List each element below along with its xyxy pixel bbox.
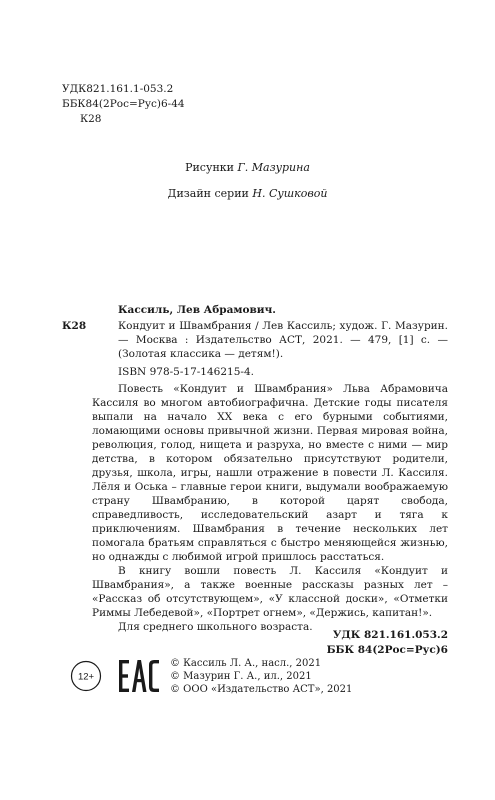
annotation-paragraph-2: В книгу вошли повесть Л. Кассиля «Кондуит и Швамбрания», а также военные рассказы разных лет – «Рассказ об отсутствующем», «У классной доски», «Отметки Риммы Лебедевой», «Портрет огнем», «Держись, капитан!».	[92, 565, 448, 619]
copyright-line: © ООО «Издательство АСТ», 2021	[170, 684, 353, 695]
annotation-block	[92, 382, 448, 634]
credits-illustrations	[0, 161, 495, 175]
classification-bbk: ББК 84(2Рос=Рус)6	[326, 644, 448, 656]
annotation-paragraph-3: Для среднего школьного возраста.	[118, 621, 313, 633]
bib-description: Кондуит и Швамбрания / Лев Кассиль; худож. Г. Мазурин. — Москва : Издательство АСТ, 2021. — 479, [1] с. — (Золотая классика — детям!).	[118, 320, 448, 360]
bib-index: К28	[62, 320, 87, 332]
copyright-line: © Кассиль Л. А., насл., 2021	[170, 658, 322, 669]
author-heading: Кассиль, Лев Абрамович.	[118, 304, 276, 316]
catalog-udk: УДК821.161.1-053.2	[62, 83, 174, 95]
annotation-paragraph-1: Повесть «Кондуит и Швамбрания» Льва Абрамовича Кассиля во многом автобиографична. Детские годы писателя выпали на начало XX века с его бурными событиями, ломающими основы привычной жизни. Первая мировая война, революция, голод, нищета и разруха, но вместе с ними — мир детства, в котором обязательно присутствуют родители, друзья, школа, игры, нашли отражение в повести Л. Кассиля. Лёля и Оська – главные герои книги, выдумали воображаемую страну Швамбранию, в которой царят свобода, справедливость, исследовательский азарт и тяга к приключениям. Швамбрания в течение нескольких лет помогала братьям справляться с быстро меняющейся жизнью, но однажды с любимой игрой пришлось расстаться.	[92, 383, 448, 563]
designer-name: Н. Сушковой	[252, 187, 328, 200]
classification-udk: УДК 821.161.053.2	[332, 629, 448, 641]
design-label: Дизайн серии	[167, 187, 249, 200]
copyright-line: © Мазурин Г. А., ил., 2021	[170, 671, 312, 682]
catalog-index: К28	[80, 113, 102, 125]
age-rating-badge	[70, 660, 102, 692]
illustrations-label: Рисунки	[185, 161, 234, 174]
eac-mark-icon	[118, 656, 160, 696]
age-rating-text: 12+	[77, 671, 95, 683]
illustrator-name: Г. Мазурина	[237, 161, 310, 174]
credits-design	[0, 187, 495, 201]
catalog-bbk: ББК84(2Рос=Рус)6-44	[62, 98, 185, 110]
isbn: ISBN 978-5-17-146215-4.	[118, 366, 254, 378]
